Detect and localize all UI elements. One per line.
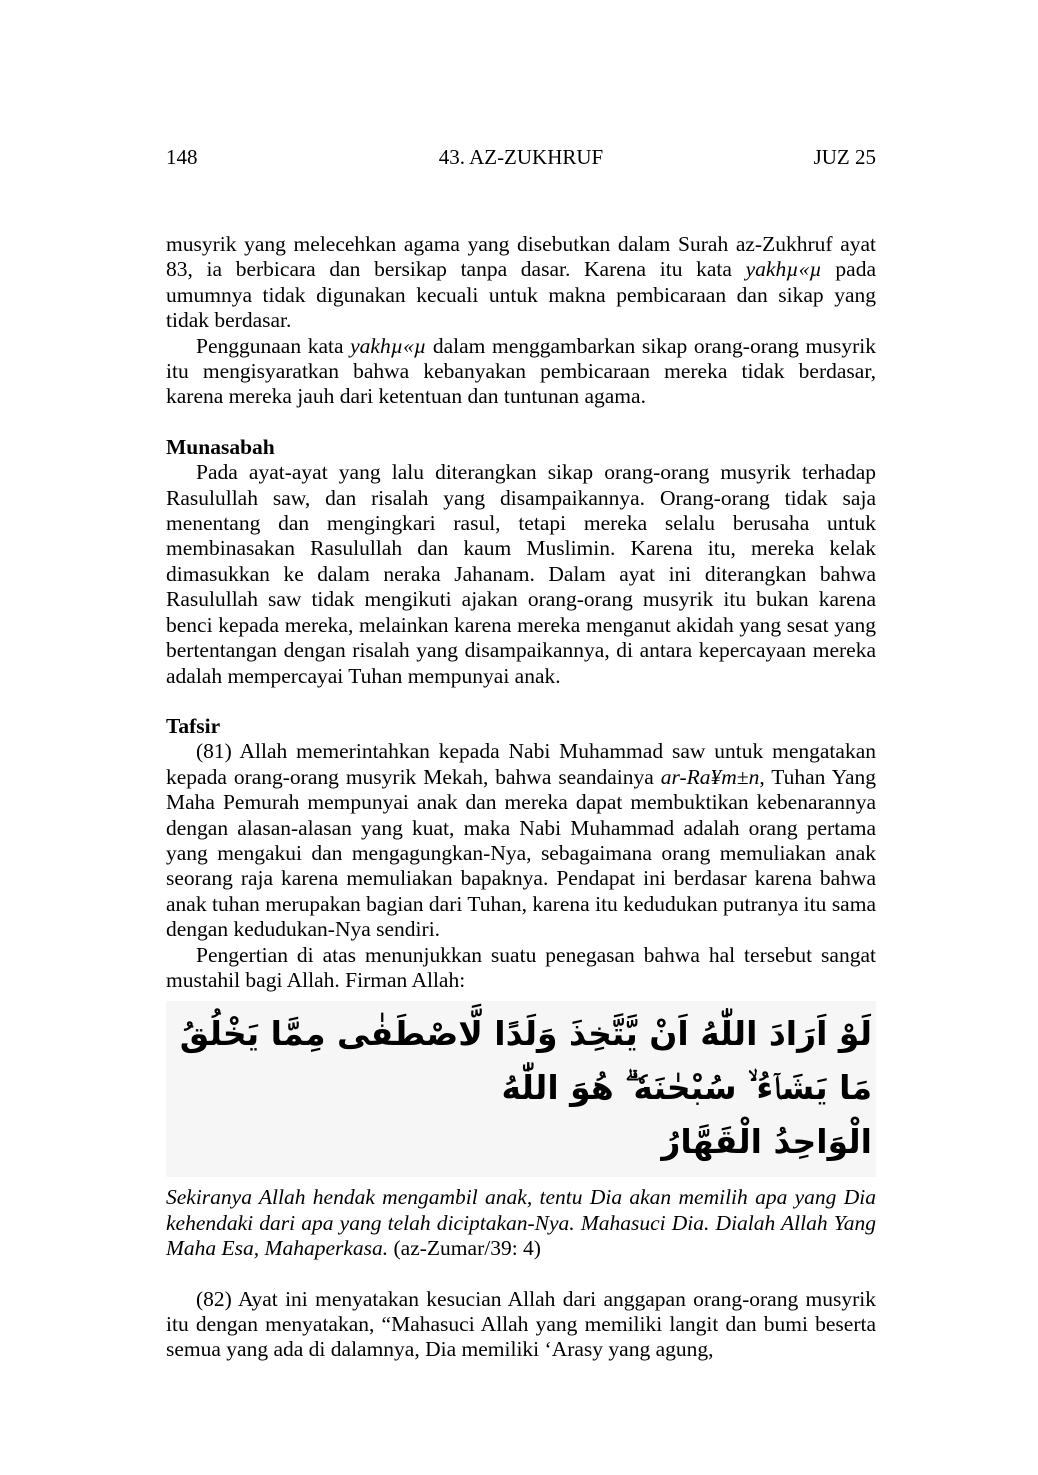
verse-reference: (az-Zumar/39: 4) bbox=[388, 1236, 541, 1261]
tafsir-paragraph-pengertian: Pengertian di atas menunjukkan suatu penegasan bahwa hal tersebut sangat mustahil bagi Allah. Firman Allah: bbox=[166, 942, 876, 992]
arabic-verse bbox=[166, 1001, 876, 1177]
munasabah-paragraph: Pada ayat-ayat yang lalu diterangkan sikap orang-orang musyrik terhadap Rasulullah saw, dan risalah yang disampaikannya. Orang-orang tidak saja menentang dan mengingkari rasul, tetapi mereka selalu berusaha untuk membinasakan Rasulullah dan kaum Muslimin. Karena itu, mereka kelak dimasukkan ke dalam neraka Jahanam. Dalam ayat ini diterangkan bahwa Rasulullah saw tidak mengikuti ajakan orang-orang musyrik itu bukan karena benci kepada mereka, melainkan karena mereka menganut akidah yang sesat yang bertentangan dengan risalah yang disampaikannya, di antara kepercayaan mereka adalah mempercayai Tuhan mempunyai anak. bbox=[166, 460, 876, 688]
tafsir-paragraph-81: (81) Allah memerintahkan kepada Nabi Muhammad saw untuk mengatakan kepada orang-orang musyrik Mekah, bahwa seandainya ar-Ra¥m±n, Tuhan Yang Maha Pemurah mempunyai anak dan mereka dapat membuktikan kebenarannya dengan alasan-alasan yang kuat, maka Nabi Muhammad adalah orang pertama yang mengakui dan mengagungkan-Nya, sebagaimana orang memuliakan anak seorang raja karena memuliakan bapaknya. Pendapat ini berdasar karena bahwa anak tuhan merupakan bagian dari Tuhan, karena itu kedudukan putranya itu sama dengan kedudukan-Nya sendiri. bbox=[166, 739, 876, 942]
verse-translation: Sekiranya Allah hendak mengambil anak, tentu Dia akan memilih apa yang Dia kehendaki dari apa yang telah diciptakan-Nya. Mahasuci Dia. Dialah Allah Yang Maha Esa, Mahaperkasa. (az-Zumar/39: 4) bbox=[166, 1185, 876, 1261]
arabic-verse-line-2: الْوَاحِدُ الْقَهَّارُ bbox=[661, 1122, 872, 1162]
munasabah-heading: Munasabah bbox=[166, 434, 275, 459]
intro-paragraph-2: Penggunaan kata yakhµ«µ dalam menggambarkan sikap orang-orang musyrik itu mengisyaratkan bahwa kebanyakan pembicaraan mereka tidak berdasar, karena mereka jauh dari ketentuan dan tuntunan agama. bbox=[166, 333, 876, 409]
chapter-title: 43. AZ-ZUKHRUF bbox=[438, 145, 604, 169]
term-yakhuu: yakhµ«µ bbox=[350, 333, 427, 358]
arabic-verse-line-1: لَوْ اَرَادَ اللّٰهُ اَنْ يَّتَّخِذَ وَلَدًا لَّاصْطَفٰى مِمَّا يَخْلُقُ مَا يَشَاۤءُ ۙ سُبْحٰنَهٗ ۗ هُوَ اللّٰهُ bbox=[179, 1014, 872, 1108]
tafsir-heading: Tafsir bbox=[166, 713, 221, 738]
juz-label: JUZ 25 bbox=[813, 145, 876, 169]
term-yakhuu: yakhµ«µ bbox=[745, 257, 822, 282]
page-number: 148 bbox=[166, 145, 198, 169]
page-body bbox=[166, 232, 876, 1363]
intro-paragraph-1: musyrik yang melecehkan agama yang disebutkan dalam Surah az-Zukhruf ayat 83, ia berbicara dan bersikap tanpa dasar. Karena itu kata yakhµ«µ pada umumnya tidak digunakan kecuali untuk makna pembicaraan dan sikap yang tidak berdasar. bbox=[166, 232, 876, 333]
tafsir-paragraph-82: (82) Ayat ini menyatakan kesucian Allah dari anggapan orang-orang musyrik itu dengan menyatakan, “Mahasuci Allah yang memiliki langit dan bumi beserta semua yang ada di dalamnya, Dia memiliki ‘Arasy yang agung, bbox=[166, 1286, 876, 1362]
term-ar-rahman: ar-Ra¥m±n bbox=[660, 764, 760, 789]
